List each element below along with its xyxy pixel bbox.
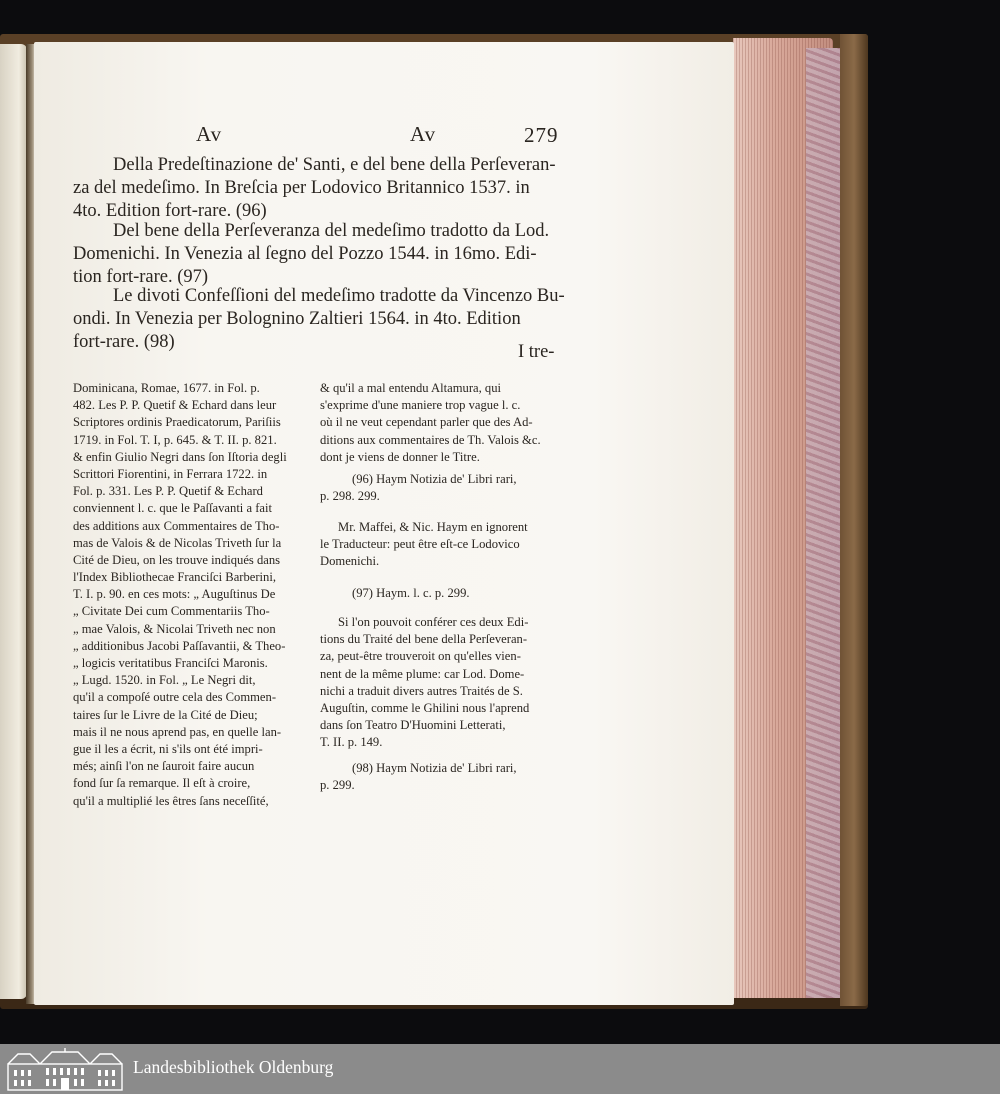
entry-2-line: Domenichi. In Venezia al ſegno del Pozzo 1544. in 16mo. Edi- [73,244,537,264]
note-line: fond ſur ſa remarque. Il eſt à croire, [73,776,251,791]
entry-1-line: za del medeſimo. In Breſcia per Lodovico Britannico 1537. in [73,178,530,198]
note-line: més; ainſi l'on ne ſauroit faire aucun [73,759,255,774]
note-line: „ Civitate Dei cum Commentariis Tho- [73,604,270,619]
note-line: (98) Haym Notizia de' Libri rari, [352,761,517,775]
note-line: „ Lugd. 1520. in Fol. „ Le Negri dit, [73,673,256,688]
note-line: & qu'il a mal entendu Altamura, qui [320,381,501,395]
footnote-maffei [320,519,560,571]
footnote-97-text [320,614,560,752]
note-line: za, peut-être trouveroit on qu'elles vien- [320,649,521,664]
marbled-endpaper [806,48,844,998]
note-line: p. 298. 299. [320,489,380,504]
note-line: Dominicana, Romae, 1677. in Fol. p. [73,381,260,395]
entry-1-line: 4to. Edition fort-rare. (96) [73,201,267,221]
note-line: Auguſtin, comme le Ghilini nous l'aprend [320,700,530,715]
entry-2 [73,220,563,289]
note-line: „ logicis veritatibus Franciſci Maronis. [73,656,268,670]
note-line: „ mae Valois, & Nicolai Triveth nec non [73,621,276,636]
left-page-edge [0,44,27,999]
notes-left-column [73,380,307,810]
entry-2-line: tion fort-rare. (97) [73,267,209,287]
footer-bar [0,1044,1000,1094]
note-line: 482. Les P. P. Quetif & Echard dans leur [73,398,277,413]
note-line: 1719. in Fol. T. I, p. 645. & T. II. p. 821. [73,432,277,447]
note-line: qu'il a multiplié les êtres ſans neceſſité, [73,793,269,808]
note-line: „ additionibus Jacobi Paſſavantii, & Theo- [73,638,286,653]
note-line: conviennent l. c. que le Paſſavanti a fait [73,501,272,516]
note-line: où il ne veut cependant parler que des Ad- [320,415,533,430]
footnote-97: (97) Haym. l. c. p. 299. [352,586,470,600]
note-line: (96) Haym Notizia de' Libri rari, [352,472,517,486]
note-line: nent de la même plume: car Lod. Dome- [320,666,525,681]
cover-edge [840,34,868,1006]
note-line: des additions aux Commentaires de Tho- [73,518,280,533]
entry-3-line: Le divoti Confeſſioni del medeſimo tradotte da Vincenzo Bu- [113,286,565,306]
note-line: Si l'on pouvoit conférer ces deux Edi- [338,615,529,629]
note-line: Fol. p. 331. Les P. P. Quetif & Echard [73,484,263,499]
library-building-icon [6,1046,124,1092]
entry-3-line: fort-rare. (98) [73,332,175,352]
note-line: T. I. p. 90. en ces mots: „ Auguſtinus De [73,587,276,602]
entry-1-line: Della Predeſtinazione de' Santi, e del bene della Perſeveran- [113,155,556,175]
entry-2-line: Del bene della Perſeveranza del medeſimo tradotto da Lod. [113,221,550,241]
note-line: dans ſon Teatro D'Huomini Letterati, [320,718,506,733]
note-line: Cité de Dieu, on les trouve indiqués dans [73,552,281,567]
note-line: T. II. p. 149. [320,735,383,750]
note-line: s'exprime d'une maniere trop vague l. c. [320,398,521,413]
library-name: Landesbibliothek Oldenburg [133,1057,334,1077]
note-line: Scrittori Fiorentini, in Ferrara 1722. in [73,466,268,481]
entry-3-line: ondi. In Venezia per Bolognino Zaltieri 1564. in 4to. Edition [73,309,521,329]
notes-right-continuation [320,380,560,466]
running-head-center: Av [410,122,437,146]
note-line: mais il ne nous aprend pas, en quelle lan- [73,724,282,739]
entry-1 [73,154,563,223]
note-line: & enfin Giulio Negri dans ſon Iſtoria degli [73,449,287,464]
entry-3 [73,285,563,354]
note-line: Scriptores ordinis Praedicatorum, Pariſiis [73,415,281,430]
note-line: taires ſur le Livre de la Cité de Dieu; [73,707,258,722]
footnote-96 [320,471,560,505]
running-head-left: Av [196,122,223,146]
catchword: I tre- [518,342,555,362]
note-line: mas de Valois & de Nicolas Triveth ſur la [73,535,282,550]
note-line: nichi a traduit divers autres Traités de S. [320,683,523,698]
note-line: qu'il a compoſé outre cela des Commen- [73,690,277,705]
note-line: ditions aux commentaires de Th. Valois &c. [320,432,541,447]
note-line: p. 299. [320,778,355,793]
note-line: gue il les a écrit, ni s'ils ont été impri- [73,741,263,756]
note-line: Mr. Maffei, & Nic. Haym en ignorent [338,520,528,534]
note-line: l'Index Bibliothecae Franciſci Barberini, [73,570,277,585]
page-number: 279 [524,123,559,147]
note-line: le Traducteur: peut être eſt-ce Lodovico [320,537,520,552]
note-line: tions du Traité del bene della Perſeveran- [320,632,528,647]
note-line: Domenichi. [320,554,380,569]
note-line: dont je viens de donner le Titre. [320,449,480,464]
footnote-98 [320,760,560,794]
